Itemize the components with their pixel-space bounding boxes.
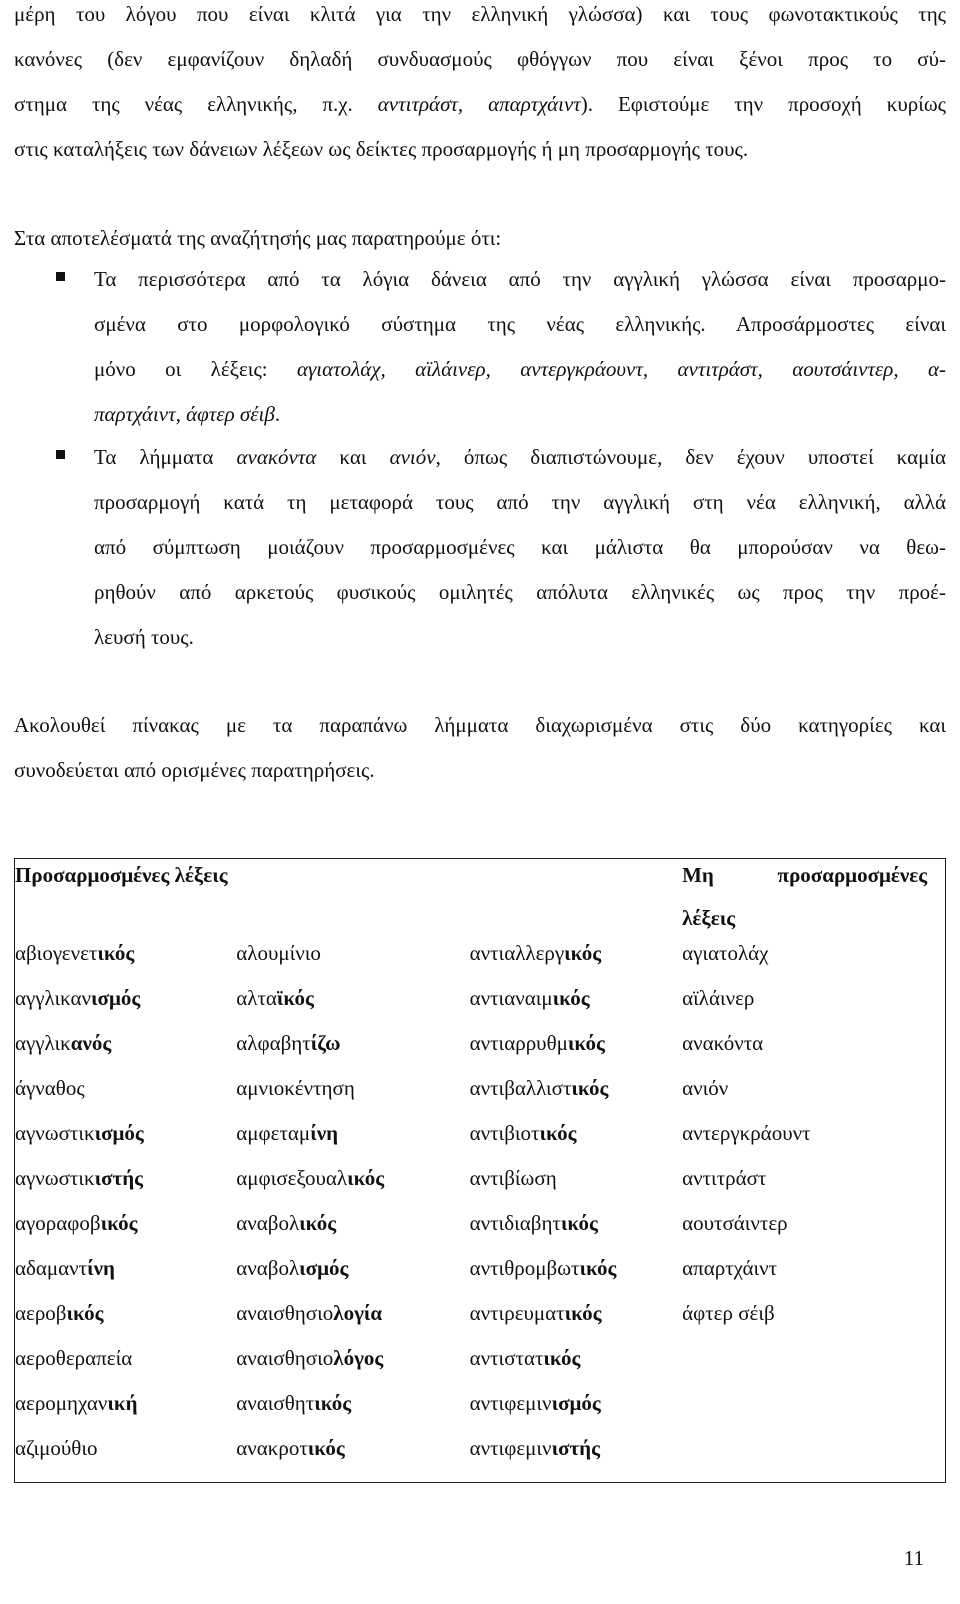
bullet2-line-3: από σύμπτωση μοιάζουν προσαρμοσμένες και μάλιστα θα μπορούσαν να θεω- xyxy=(94,535,946,559)
table-cell xyxy=(15,1207,237,1252)
table-cell xyxy=(682,982,945,1027)
table-row xyxy=(15,1117,946,1162)
table-cell xyxy=(236,1072,469,1117)
unadapted-word: αϊλάινερ xyxy=(682,986,755,1010)
bullet-square-icon xyxy=(56,450,65,459)
word-suffix: ισμός xyxy=(551,1391,601,1415)
word-suffix: ικός xyxy=(579,1256,617,1280)
table-cell xyxy=(236,1252,469,1297)
intro-italic-words: αντιτράστ, απαρτχάιντ xyxy=(377,92,581,116)
word-suffix: ισμός xyxy=(299,1256,349,1280)
unadapted-word: αουτσάιντερ xyxy=(682,1211,788,1235)
table-cell xyxy=(470,1162,682,1207)
table-cell xyxy=(470,937,682,982)
unadapted-word: αντιτράστ xyxy=(682,1166,767,1190)
table-cell xyxy=(682,1162,945,1207)
table-cell xyxy=(470,1072,682,1117)
word-stem: αμφεταμ xyxy=(236,1121,311,1145)
word-stem: αμνιοκέντηση xyxy=(236,1076,355,1100)
word-stem: αγνωστικ xyxy=(15,1121,95,1145)
word-suffix: ικός xyxy=(564,1301,602,1325)
table-cell xyxy=(236,937,469,982)
bullet2-text-e: , όπως διαπιστώνουμε, δεν έχουν υποστεί καμία xyxy=(435,445,946,469)
word-suffix: ισμός xyxy=(91,986,141,1010)
intro-line-1: μέρη του λόγου που είναι κλιτά για την ελληνική γλώσσα) και τους φωνοτακτικούς της xyxy=(14,2,946,26)
bullet2-text-c: και xyxy=(316,445,390,469)
table-cell xyxy=(236,1117,469,1162)
table-row xyxy=(15,1432,946,1483)
bullet2-line-1 xyxy=(94,445,946,470)
table-cell xyxy=(682,1342,945,1387)
table-row xyxy=(15,982,946,1027)
bullet2-line-5: λευσή τους. xyxy=(94,625,194,649)
table-cell xyxy=(682,1297,945,1342)
unadapted-word: άφτερ σέιβ xyxy=(682,1301,775,1325)
bullet-square-icon xyxy=(56,272,65,281)
word-stem: αναβολ xyxy=(236,1211,300,1235)
bullet1-line-1: Τα περισσότερα από τα λόγια δάνεια από την αγγλική γλώσσα είναι προσαρμο- xyxy=(94,267,946,291)
word-stem: αγγλικαν xyxy=(15,986,92,1010)
word-suffix: ικός xyxy=(539,1121,577,1145)
table-row xyxy=(15,1342,946,1387)
word-stem: αδαμαντ xyxy=(15,1256,88,1280)
table-cell xyxy=(470,1387,682,1432)
word-stem: αντιφεμιν xyxy=(469,1436,552,1460)
table-cell xyxy=(236,1207,469,1252)
word-stem: αναισθησιο xyxy=(236,1301,334,1325)
table-cell xyxy=(236,1432,469,1483)
word-stem: αναισθητ xyxy=(236,1391,315,1415)
bullet1-line-3-italic: αγιατολάχ, αϊλάινερ, αντεργκράουντ, αντιτράστ, αουτσάιντερ, α- xyxy=(296,357,946,381)
word-suffix: ισμός xyxy=(94,1121,144,1145)
word-stem: αεροθεραπεία xyxy=(15,1346,133,1370)
table-cell xyxy=(236,982,469,1027)
table-cell xyxy=(470,1117,682,1162)
table-cell xyxy=(236,1162,469,1207)
word-suffix: λογία xyxy=(333,1301,383,1325)
unadapted-word: αγιατολάχ xyxy=(682,941,769,965)
word-stem: αντιδιαβητ xyxy=(469,1211,561,1235)
table-row xyxy=(15,1027,946,1072)
bullet1-line-4-end: . xyxy=(274,402,281,426)
header-nonadapted-line-2: λέξεις xyxy=(682,906,736,930)
table-cell xyxy=(470,982,682,1027)
word-stem: αντιβίωση xyxy=(469,1166,557,1190)
word-stem: αβιογενετ xyxy=(15,941,98,965)
word-suffix: ικός xyxy=(100,1211,138,1235)
word-stem: αζιμούθιο xyxy=(15,1436,98,1460)
table-cell xyxy=(470,1252,682,1297)
word-suffix: ικός xyxy=(543,1346,581,1370)
table-cell xyxy=(470,1207,682,1252)
word-stem: αμφισεξουαλ xyxy=(236,1166,348,1190)
table-cell xyxy=(15,1162,237,1207)
word-stem: αναισθησιο xyxy=(236,1346,334,1370)
bullet1-line-2: σμένα στο μορφολογικό σύστημα της νέας ελληνικής. Απροσάρμοστες είναι xyxy=(94,312,946,336)
bullet2-italic-anion: ανιόν xyxy=(389,445,436,469)
word-suffix: ικός xyxy=(567,1031,605,1055)
word-suffix: ικός xyxy=(564,941,602,965)
word-suffix: ική xyxy=(107,1391,138,1415)
word-stem: αλφαβητ xyxy=(236,1031,311,1055)
bullet1-line-3-start: μόνο οι λέξεις: xyxy=(94,357,297,381)
table-cell xyxy=(15,982,237,1027)
bullet1-line-4 xyxy=(94,402,280,427)
table-cell xyxy=(682,1252,945,1297)
word-stem: αντιαρρυθμ xyxy=(469,1031,568,1055)
word-stem: αντιστατ xyxy=(469,1346,544,1370)
table-cell xyxy=(15,1342,237,1387)
table-row xyxy=(15,1387,946,1432)
word-stem: αντιαναιμ xyxy=(469,986,553,1010)
word-stem: αντιθρομβωτ xyxy=(469,1256,580,1280)
word-suffix: ικός xyxy=(97,941,135,965)
word-stem: αντιφεμιν xyxy=(469,1391,552,1415)
table-cell xyxy=(15,1297,237,1342)
word-suffix: ικός xyxy=(571,1076,609,1100)
word-stem: αλουμίνιο xyxy=(236,941,321,965)
table-cell xyxy=(470,1027,682,1072)
table-cell xyxy=(470,1297,682,1342)
table-cell xyxy=(15,1027,237,1072)
table-cell xyxy=(682,1072,945,1117)
table-cell xyxy=(236,1027,469,1072)
table-cell xyxy=(236,1297,469,1342)
header-nonadapted-line-1: Μη προσαρμοσμένες xyxy=(682,863,928,887)
table-cell xyxy=(15,1387,237,1432)
unadapted-word: ανακόντα xyxy=(682,1031,764,1055)
word-suffix: ιστής xyxy=(551,1436,600,1460)
loanwords-table xyxy=(14,858,946,1483)
table-cell xyxy=(15,1117,237,1162)
table-cell xyxy=(236,1342,469,1387)
intro-line-3-end: ). Εφιστούμε την προσοχή κυρίως xyxy=(580,92,946,116)
unadapted-word: απαρτχάιντ xyxy=(682,1256,778,1280)
bullet2-line-2: προσαρμογή κατά τη μεταφορά τους από την αγγλική στη νέα ελληνική, αλλά xyxy=(94,490,946,514)
word-stem: αντιβαλλιστ xyxy=(469,1076,572,1100)
table-cell xyxy=(682,1387,945,1432)
word-suffix: ικός xyxy=(347,1166,385,1190)
word-stem: άγναθος xyxy=(15,1076,85,1100)
intro-line-3-start: στημα της νέας ελληνικής, π.χ. xyxy=(14,92,378,116)
table-cell xyxy=(15,1252,237,1297)
word-stem: αλτα xyxy=(236,986,277,1010)
table-header-row xyxy=(15,859,946,938)
word-stem: αγνωστικ xyxy=(15,1166,95,1190)
word-stem: αντιρευματ xyxy=(469,1301,565,1325)
table-cell xyxy=(15,937,237,982)
word-suffix: ικός xyxy=(299,1211,337,1235)
table-cell xyxy=(682,1432,945,1483)
bullet2-italic-anakonta: ανακόντα xyxy=(236,445,317,469)
bullet2-line-4: ρηθούν από αρκετούς φυσικούς ομιλητές απόλυτα ελληνικές ως προς την προέ- xyxy=(94,580,946,604)
table-cell xyxy=(682,1117,945,1162)
findings-intro: Στα αποτελέσματά της αναζήτησής μας παρατηρούμε ότι: xyxy=(14,226,502,250)
word-suffix: ανός xyxy=(70,1031,112,1055)
table-cell xyxy=(15,1432,237,1483)
intro-line-4: στις καταλήξεις των δάνειων λέξεων ως δείκτες προσαρμογής ή μη προσαρμογής τους. xyxy=(14,137,749,161)
unadapted-word: αντεργκράουντ xyxy=(682,1121,811,1145)
word-stem: αγοραφοβ xyxy=(15,1211,101,1235)
table-intro-line-2: συνοδεύεται από ορισμένες παρατηρήσεις. xyxy=(14,758,375,782)
header-adapted: Προσαρμοσμένες λέξεις xyxy=(15,863,228,887)
word-stem: ανακροτ xyxy=(236,1436,308,1460)
word-suffix: ικός xyxy=(66,1301,104,1325)
table-row xyxy=(15,1207,946,1252)
word-stem: αγγλικ xyxy=(15,1031,71,1055)
table-cell xyxy=(15,1072,237,1117)
word-suffix: ικός xyxy=(307,1436,345,1460)
word-stem: αεροβ xyxy=(15,1301,67,1325)
table-cell xyxy=(682,1207,945,1252)
word-suffix: ικός xyxy=(314,1391,352,1415)
word-suffix: ϊκός xyxy=(276,986,314,1010)
word-stem: αναβολ xyxy=(236,1256,300,1280)
table-cell xyxy=(682,937,945,982)
word-suffix: ίζω xyxy=(310,1031,341,1055)
word-suffix: λόγος xyxy=(333,1346,384,1370)
table-row xyxy=(15,1162,946,1207)
word-suffix: ίνη xyxy=(87,1256,115,1280)
intro-line-3 xyxy=(14,92,946,117)
header-nonadapted xyxy=(682,859,945,938)
page-number: 11 xyxy=(903,1546,924,1570)
table-row xyxy=(15,937,946,982)
word-stem: αερομηχαν xyxy=(15,1391,108,1415)
table-cell xyxy=(470,1342,682,1387)
bullet1-line-4-italic: παρτχάιντ, άφτερ σέιβ xyxy=(94,402,275,426)
word-suffix: ικός xyxy=(552,986,590,1010)
word-suffix: ικός xyxy=(560,1211,598,1235)
intro-line-2: κανόνες (δεν εμφανίζουν δηλαδή συνδυασμούς φθόγγων που είναι ξένοι προς το σύ- xyxy=(14,47,946,71)
table-cell xyxy=(236,1387,469,1432)
table-cell xyxy=(682,1027,945,1072)
bullet1-line-3 xyxy=(94,357,946,382)
word-suffix: ίνη xyxy=(310,1121,339,1145)
table-row xyxy=(15,1072,946,1117)
word-suffix: ιστής xyxy=(94,1166,143,1190)
table-row xyxy=(15,1297,946,1342)
table-cell xyxy=(470,1432,682,1483)
table-intro-line-1: Ακολουθεί πίνακας με τα παραπάνω λήμματα διαχωρισμένα στις δύο κατηγορίες και xyxy=(14,713,946,737)
bullet2-text-a: Τα λήμματα xyxy=(94,445,237,469)
unadapted-word: ανιόν xyxy=(682,1076,729,1100)
word-stem: αντιαλλεργ xyxy=(469,941,565,965)
word-stem: αντιβιοτ xyxy=(469,1121,540,1145)
table-row xyxy=(15,1252,946,1297)
